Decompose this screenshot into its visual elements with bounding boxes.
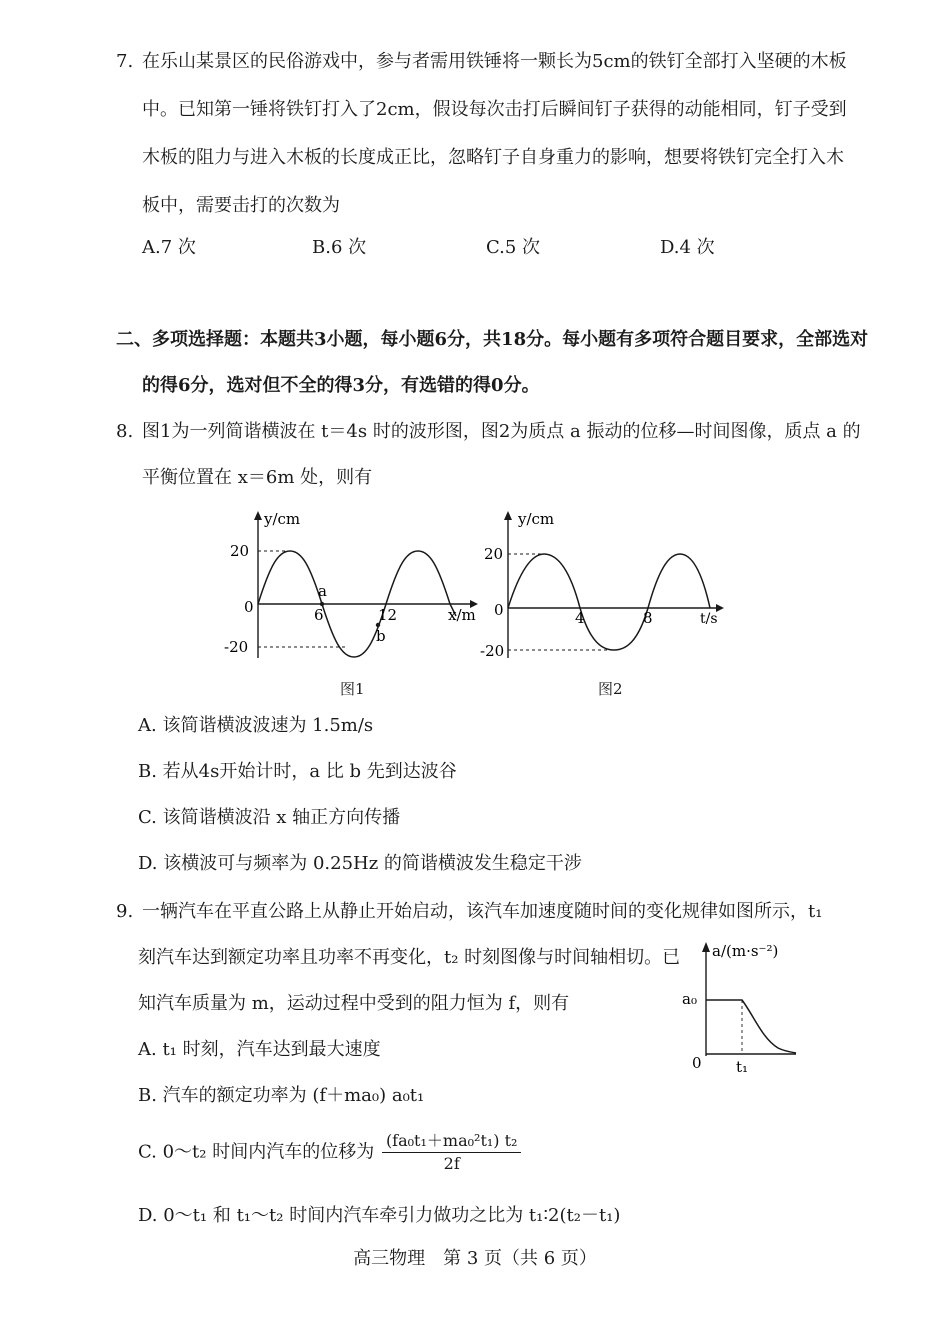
- q9-t1-label: t₁: [736, 1058, 749, 1076]
- fig2-curve: [508, 554, 710, 650]
- q9-line-3: 知汽车质量为 m，运动过程中受到的阻力恒为 f，则有: [138, 993, 570, 1014]
- q9-option-a: A. t₁ 时刻，汽车达到最大速度: [138, 1039, 381, 1060]
- page-footer: 高三物理 第 3 页（共 6 页）: [353, 1248, 597, 1269]
- fig1-tick-2: 12: [378, 606, 398, 624]
- q9-acceleration-graph: [678, 936, 818, 1076]
- q7-line-4: 板中，需要击打的次数为: [142, 195, 340, 216]
- q7-option-c: C.5 次: [486, 237, 541, 258]
- q8-line-2: 平衡位置在 x＝6m 处，则有: [142, 467, 373, 488]
- q8-option-b: B. 若从4s开始计时，a 比 b 先到达波谷: [138, 761, 457, 782]
- fig2-tick-2: 8: [643, 609, 653, 627]
- q7-line-3: 木板的阻力与进入木板的长度成正比，忽略钉子自身重力的影响，想要将铁钉完全打入木: [142, 147, 844, 168]
- q8-option-c: C. 该简谐横波沿 x 轴正方向传播: [138, 807, 401, 828]
- q9-option-c-fraction: [382, 1130, 522, 1175]
- q7-number: 7.: [116, 51, 134, 72]
- q9-y-arrow: [702, 942, 710, 952]
- fig1-y-top: 20: [230, 542, 250, 560]
- q7-line-2: 中。已知第一锤将铁钉打入了2cm，假设每次击打后瞬间钉子获得的动能相同，钉子受到: [142, 99, 847, 120]
- fig2-y-top: 20: [484, 545, 504, 563]
- q7-line-1: 在乐山某景区的民俗游戏中，参与者需用铁锤将一颗长为5cm的铁钉全部打入坚硬的木板: [142, 51, 847, 72]
- fig2-ylabel: y/cm: [518, 510, 555, 528]
- fig1-caption: 图1: [340, 680, 365, 698]
- fig2-y-bottom: -20: [480, 642, 505, 660]
- q9-line-1: 一辆汽车在平直公路上从静止开始启动，该汽车加速度随时间的变化规律如图所示，t₁: [142, 901, 823, 922]
- q9-a0-label: a₀: [682, 990, 697, 1008]
- fig2-caption: 图2: [598, 680, 623, 698]
- q9-option-d: D. 0～t₁ 和 t₁～t₂ 时间内汽车牵引力做功之比为 t₁∶2(t₂－t₁): [138, 1205, 621, 1226]
- q9-option-c-numerator: (fa₀t₁＋ma₀²t₁) t₂: [382, 1130, 522, 1153]
- q9-a-curve: [706, 1000, 796, 1053]
- q8-option-d: D. 该横波可与频率为 0.25Hz 的简谐横波发生稳定干涉: [138, 853, 582, 874]
- fig1-y-bottom: -20: [224, 638, 249, 656]
- fig2-y-arrow: [504, 511, 512, 520]
- figure-2-vibration: [478, 508, 738, 678]
- q9-option-c: [138, 1130, 523, 1175]
- fig1-tick-1: 6: [314, 606, 324, 624]
- section2-line-2: 的得6分，选对但不全的得3分，有选错的得0分。: [142, 375, 540, 396]
- fig2-xlabel: t/s: [700, 611, 718, 627]
- q8-line-1: 图1为一列简谐横波在 t＝4s 时的波形图，图2为质点 a 振动的位移—时间图像，质点 a 的: [142, 421, 861, 442]
- q8-number: 8.: [116, 421, 134, 442]
- q7-option-b: B.6 次: [312, 237, 367, 258]
- q9-origin: 0: [692, 1054, 702, 1072]
- q9-option-c-denominator: 2f: [443, 1154, 460, 1173]
- fig2-origin: 0: [494, 601, 504, 619]
- fig2-tick-1: 4: [575, 609, 585, 627]
- q7-option-d: D.4 次: [660, 237, 715, 258]
- q9-ylabel: a/(m·s⁻²): [712, 942, 779, 960]
- fig1-ylabel: y/cm: [264, 510, 301, 528]
- q8-option-a: A. 该简谐横波波速为 1.5m/s: [138, 715, 374, 736]
- figure-1-waveform: [220, 508, 490, 678]
- fig1-origin: 0: [244, 598, 254, 616]
- q9-line-2: 刻汽车达到额定功率且功率不再变化，t₂ 时刻图像与时间轴相切。已: [138, 947, 681, 968]
- fig1-xlabel: x/m: [448, 606, 476, 624]
- fig1-y-arrow: [254, 511, 262, 520]
- q9-option-b: B. 汽车的额定功率为 (f＋ma₀) a₀t₁: [138, 1085, 425, 1106]
- q7-option-a: A.7 次: [142, 237, 196, 258]
- q9-option-c-prefix: C. 0～t₂ 时间内汽车的位移为: [138, 1141, 375, 1163]
- fig1-label-b: b: [376, 627, 386, 645]
- q9-number: 9.: [116, 901, 134, 922]
- fig1-label-a: a: [318, 582, 327, 600]
- section2-line-1: 二、多项选择题：本题共3小题，每小题6分，共18分。每小题有多项符合题目要求，全部选对: [116, 329, 869, 350]
